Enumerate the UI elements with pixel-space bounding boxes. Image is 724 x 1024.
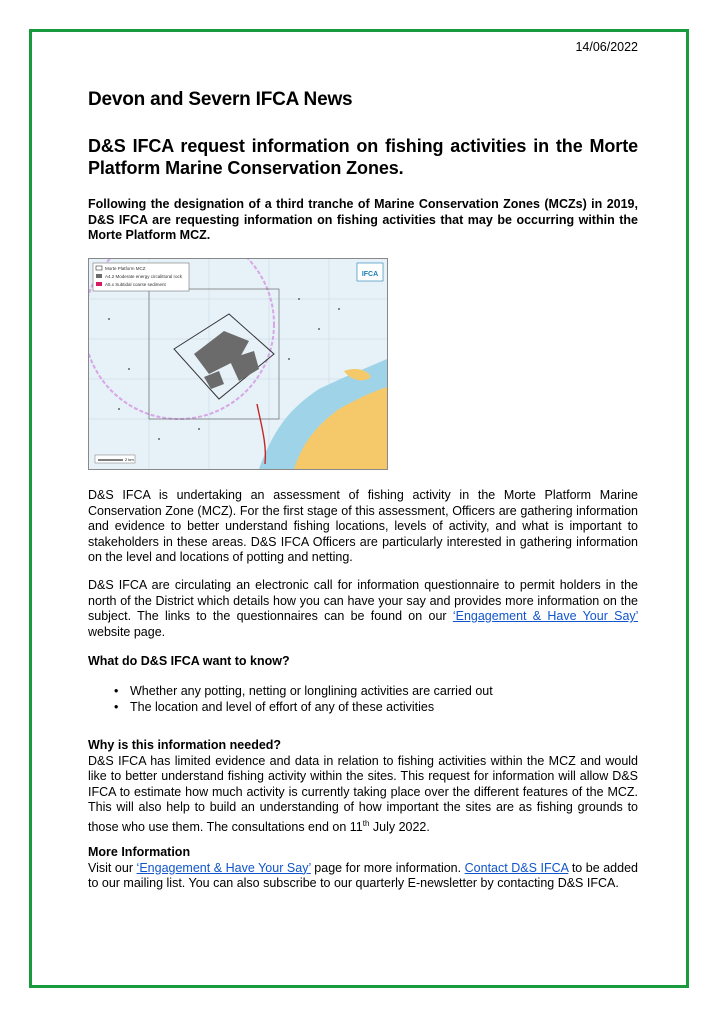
more-pre: Visit our: [88, 860, 137, 875]
legend-item-3: A5.x Subtidal coarse sediment: [105, 282, 166, 287]
scale-label: 2 km: [125, 457, 134, 462]
date: 14/06/2022: [575, 40, 638, 54]
paragraph-why: [88, 738, 638, 835]
more-mid: page for more information.: [310, 860, 465, 875]
more-heading: More Information: [88, 845, 191, 859]
page-title: Devon and Severn IFCA News: [88, 89, 353, 110]
bullet-list: [88, 684, 493, 715]
list-item: • Whether any potting, netting or longlining activities are carried out: [114, 684, 493, 698]
bullet-text-1: Whether any potting, netting or longlining activities are carried out: [130, 684, 493, 698]
list-item: • The location and level of effort of any of these activities: [114, 699, 435, 714]
why-sup: th: [362, 818, 370, 828]
lead-paragraph: Following the designation of a third tranche of Marine Conservation Zones (MCZs) in 2019, D&S IFCA are requesting information on fishing activities that may be occurring within the Morte Platform MCZ.: [88, 197, 638, 242]
why-end: July 2022.: [369, 819, 430, 834]
paragraph-questionnaire: [88, 578, 638, 640]
engagement-page-link[interactable]: ‘Engagement & Have Your Say’: [136, 860, 311, 875]
legend-item-1: Morte Platform MCZ: [105, 266, 146, 271]
why-heading: Why is this information needed?: [88, 738, 282, 752]
paragraph-assessment: D&S IFCA is undertaking an assessment of fishing activity in the Morte Platform Marine Conservation Zone (MCZ). For the first stage of this assessment, Officers are gathering information and evidence to better understand fishing locations, levels of activity, and what is important to stakeholders in these areas. D&S IFCA Officers are particularly interested in gathering information on the level and locations of potting and netting.: [88, 488, 638, 564]
engagement-link[interactable]: ‘Engagement & Have Your Say’: [452, 609, 638, 623]
paragraph-more-info: [88, 845, 638, 892]
why-text: D&S IFCA has limited evidence and data in relation to fishing activities within the MCZ and would like to better understand fishing activity within the sites. This request for information will allow D&S IFCA to estimate how much activity is currently taking place over the different features of the MCZ. This will also help to build an understanding of how important the sites are as fishing grounds to those who use them. The consultations end on 11: [88, 753, 638, 834]
map-graphic: [89, 259, 387, 469]
bullet-text-2: The location and level of effort of any of these activities: [130, 699, 435, 714]
paragraph-questionnaire-text: D&S IFCA are circulating an electronic call for information questionnaire to permit holders in the north of the District which details how you can have your say and provides more information on the subject. The links to the questionnaires can be found on our: [88, 578, 638, 623]
more-post: to be added to our mailing list. You can also subscribe to our quarterly E-newsletter by contacting D&S IFCA.: [88, 860, 638, 890]
mcz-map: [88, 258, 388, 470]
legend-item-2: A4.2 Moderate energy circalittoral rock: [105, 274, 183, 279]
logo-text: IFCA: [361, 271, 379, 278]
paragraph-questionnaire-suffix: website page.: [88, 624, 166, 639]
question-heading: What do D&S IFCA want to know?: [88, 654, 290, 668]
contact-link[interactable]: Contact D&S IFCA: [464, 860, 569, 875]
headline: D&S IFCA request information on fishing activities in the Morte Platform Marine Conservation Zones.: [88, 136, 638, 178]
